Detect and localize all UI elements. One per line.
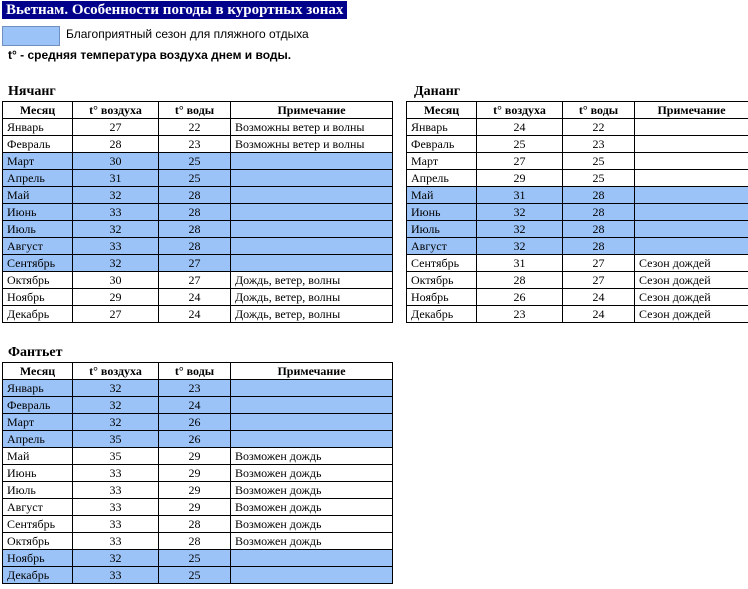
air-temp-cell: 32 bbox=[73, 221, 159, 238]
air-temp-cell: 32 bbox=[477, 238, 563, 255]
water-temp-cell: 28 bbox=[563, 221, 635, 238]
note-cell: Возможен дождь bbox=[231, 533, 393, 550]
header-note: Примечание bbox=[231, 363, 393, 380]
month-cell: Январь bbox=[407, 119, 477, 136]
header-water: t° воды bbox=[159, 363, 231, 380]
note-cell bbox=[231, 221, 393, 238]
air-temp-cell: 30 bbox=[73, 153, 159, 170]
air-temp-cell: 32 bbox=[477, 221, 563, 238]
month-cell: Июль bbox=[3, 221, 73, 238]
table-row bbox=[3, 397, 393, 414]
month-cell: Ноябрь bbox=[3, 550, 73, 567]
note-cell bbox=[231, 170, 393, 187]
month-cell: Август bbox=[3, 499, 73, 516]
month-cell: Декабрь bbox=[407, 306, 477, 323]
water-temp-cell: 23 bbox=[159, 136, 231, 153]
water-temp-cell: 22 bbox=[159, 119, 231, 136]
note-cell bbox=[635, 204, 748, 221]
month-cell: Август bbox=[3, 238, 73, 255]
month-cell: Январь bbox=[3, 380, 73, 397]
note-cell bbox=[635, 187, 748, 204]
air-temp-cell: 32 bbox=[477, 204, 563, 221]
header-month: Месяц bbox=[3, 363, 73, 380]
page-title: Вьетнам. Особенности погоды в курортных зонах bbox=[2, 1, 347, 19]
table-header-row bbox=[3, 363, 393, 380]
note-cell: Возможен дождь bbox=[231, 448, 393, 465]
note-cell bbox=[231, 255, 393, 272]
note-cell bbox=[231, 380, 393, 397]
water-temp-cell: 27 bbox=[159, 255, 231, 272]
table-row bbox=[407, 238, 748, 255]
water-temp-cell: 29 bbox=[159, 482, 231, 499]
air-temp-cell: 33 bbox=[73, 482, 159, 499]
nhatrang-title: Нячанг bbox=[8, 84, 56, 99]
air-temp-cell: 33 bbox=[73, 533, 159, 550]
month-cell: Февраль bbox=[3, 136, 73, 153]
water-temp-cell: 27 bbox=[563, 255, 635, 272]
month-cell: Сентябрь bbox=[3, 516, 73, 533]
month-cell: Июль bbox=[3, 482, 73, 499]
water-temp-cell: 28 bbox=[159, 187, 231, 204]
table-row bbox=[3, 221, 393, 238]
danang-table bbox=[406, 101, 748, 323]
air-temp-cell: 27 bbox=[73, 306, 159, 323]
table-row bbox=[407, 255, 748, 272]
month-cell: Июнь bbox=[3, 465, 73, 482]
table-row bbox=[407, 204, 748, 221]
month-cell: Ноябрь bbox=[3, 289, 73, 306]
air-temp-cell: 33 bbox=[73, 204, 159, 221]
nhatrang-table bbox=[2, 101, 393, 323]
note-cell: Возможны ветер и волны bbox=[231, 136, 393, 153]
table-row bbox=[3, 499, 393, 516]
legend-color-swatch bbox=[2, 26, 60, 46]
table-row bbox=[3, 516, 393, 533]
air-temp-cell: 27 bbox=[73, 119, 159, 136]
note-cell bbox=[635, 153, 748, 170]
air-temp-cell: 31 bbox=[477, 187, 563, 204]
table-row bbox=[3, 238, 393, 255]
water-temp-cell: 28 bbox=[563, 238, 635, 255]
table-row bbox=[407, 272, 748, 289]
month-cell: Октябрь bbox=[3, 272, 73, 289]
note-cell bbox=[231, 414, 393, 431]
note-cell bbox=[231, 204, 393, 221]
table-row bbox=[3, 380, 393, 397]
air-temp-cell: 32 bbox=[73, 187, 159, 204]
month-cell: Март bbox=[407, 153, 477, 170]
water-temp-cell: 25 bbox=[159, 550, 231, 567]
air-temp-cell: 32 bbox=[73, 397, 159, 414]
table-row bbox=[407, 289, 748, 306]
table-row bbox=[407, 119, 748, 136]
air-temp-cell: 28 bbox=[477, 272, 563, 289]
month-cell: Сентябрь bbox=[3, 255, 73, 272]
note-cell: Возможен дождь bbox=[231, 482, 393, 499]
air-temp-cell: 32 bbox=[73, 550, 159, 567]
air-temp-cell: 33 bbox=[73, 567, 159, 584]
note-cell bbox=[231, 567, 393, 584]
table-row bbox=[407, 306, 748, 323]
header-water: t° воды bbox=[563, 102, 635, 119]
water-temp-cell: 26 bbox=[159, 414, 231, 431]
note-cell bbox=[231, 153, 393, 170]
water-temp-cell: 29 bbox=[159, 499, 231, 516]
note-cell: Сезон дождей bbox=[635, 289, 748, 306]
water-temp-cell: 25 bbox=[563, 170, 635, 187]
header-note: Примечание bbox=[231, 102, 393, 119]
month-cell: Май bbox=[407, 187, 477, 204]
note-cell bbox=[635, 221, 748, 238]
header-air: t° воздуха bbox=[477, 102, 563, 119]
water-temp-cell: 24 bbox=[159, 289, 231, 306]
table-row bbox=[3, 153, 393, 170]
month-cell: Июнь bbox=[3, 204, 73, 221]
table-row bbox=[3, 119, 393, 136]
air-temp-cell: 24 bbox=[477, 119, 563, 136]
month-cell: Август bbox=[407, 238, 477, 255]
air-temp-cell: 33 bbox=[73, 465, 159, 482]
water-temp-cell: 28 bbox=[159, 533, 231, 550]
table-row bbox=[3, 414, 393, 431]
table-row bbox=[407, 153, 748, 170]
month-cell: Сентябрь bbox=[407, 255, 477, 272]
water-temp-cell: 25 bbox=[159, 170, 231, 187]
header-note: Примечание bbox=[635, 102, 748, 119]
table-row bbox=[407, 187, 748, 204]
month-cell: Май bbox=[3, 448, 73, 465]
air-temp-cell: 30 bbox=[73, 272, 159, 289]
table-header-row bbox=[3, 102, 393, 119]
water-temp-cell: 28 bbox=[159, 516, 231, 533]
table-row bbox=[3, 170, 393, 187]
water-temp-cell: 24 bbox=[563, 306, 635, 323]
month-cell: Май bbox=[3, 187, 73, 204]
table-row bbox=[3, 567, 393, 584]
table-row bbox=[3, 289, 393, 306]
note-cell bbox=[231, 397, 393, 414]
note-cell bbox=[231, 550, 393, 567]
water-temp-cell: 23 bbox=[563, 136, 635, 153]
water-temp-cell: 28 bbox=[159, 238, 231, 255]
air-temp-cell: 35 bbox=[73, 448, 159, 465]
month-cell: Февраль bbox=[407, 136, 477, 153]
danang-title: Дананг bbox=[414, 84, 461, 99]
air-temp-cell: 32 bbox=[73, 380, 159, 397]
water-temp-cell: 29 bbox=[159, 465, 231, 482]
note-cell: Возможен дождь bbox=[231, 499, 393, 516]
note-cell: Возможны ветер и волны bbox=[231, 119, 393, 136]
note-cell bbox=[231, 187, 393, 204]
month-cell: Апрель bbox=[3, 431, 73, 448]
air-temp-cell: 23 bbox=[477, 306, 563, 323]
month-cell: Декабрь bbox=[3, 567, 73, 584]
table-row bbox=[3, 550, 393, 567]
table-row bbox=[407, 170, 748, 187]
water-temp-cell: 27 bbox=[563, 272, 635, 289]
month-cell: Апрель bbox=[407, 170, 477, 187]
note-cell: Сезон дождей bbox=[635, 306, 748, 323]
month-cell: Март bbox=[3, 414, 73, 431]
month-cell: Декабрь bbox=[3, 306, 73, 323]
table-row bbox=[3, 465, 393, 482]
air-temp-cell: 33 bbox=[73, 516, 159, 533]
header-water: t° воды bbox=[159, 102, 231, 119]
month-cell: Январь bbox=[3, 119, 73, 136]
air-temp-cell: 25 bbox=[477, 136, 563, 153]
table-row bbox=[3, 431, 393, 448]
month-cell: Июль bbox=[407, 221, 477, 238]
water-temp-cell: 25 bbox=[159, 153, 231, 170]
note-cell: Дождь, ветер, волны bbox=[231, 272, 393, 289]
table-row bbox=[3, 533, 393, 550]
note-cell: Дождь, ветер, волны bbox=[231, 306, 393, 323]
air-temp-cell: 31 bbox=[477, 255, 563, 272]
table-row bbox=[3, 204, 393, 221]
air-temp-cell: 29 bbox=[73, 289, 159, 306]
air-temp-cell: 32 bbox=[73, 414, 159, 431]
note-cell: Возможен дождь bbox=[231, 516, 393, 533]
water-temp-cell: 24 bbox=[159, 306, 231, 323]
month-cell: Апрель bbox=[3, 170, 73, 187]
note-cell bbox=[635, 136, 748, 153]
month-cell: Март bbox=[3, 153, 73, 170]
table-row bbox=[3, 448, 393, 465]
phanthiet-title: Фантьет bbox=[8, 345, 63, 360]
note-cell bbox=[231, 238, 393, 255]
month-cell: Октябрь bbox=[407, 272, 477, 289]
water-temp-cell: 22 bbox=[563, 119, 635, 136]
air-temp-cell: 28 bbox=[73, 136, 159, 153]
table-row bbox=[407, 136, 748, 153]
table-row bbox=[3, 187, 393, 204]
legend-note: t° - средняя температура воздуха днем и воды. bbox=[8, 48, 292, 62]
table-header-row bbox=[407, 102, 748, 119]
air-temp-cell: 27 bbox=[477, 153, 563, 170]
header-month: Месяц bbox=[3, 102, 73, 119]
air-temp-cell: 29 bbox=[477, 170, 563, 187]
water-temp-cell: 25 bbox=[563, 153, 635, 170]
month-cell: Июнь bbox=[407, 204, 477, 221]
water-temp-cell: 28 bbox=[159, 204, 231, 221]
table-row bbox=[3, 272, 393, 289]
note-cell: Дождь, ветер, волны bbox=[231, 289, 393, 306]
phanthiet-table bbox=[2, 362, 393, 584]
water-temp-cell: 29 bbox=[159, 448, 231, 465]
water-temp-cell: 23 bbox=[159, 380, 231, 397]
month-cell: Октябрь bbox=[3, 533, 73, 550]
air-temp-cell: 31 bbox=[73, 170, 159, 187]
table-row bbox=[3, 255, 393, 272]
water-temp-cell: 24 bbox=[563, 289, 635, 306]
note-cell: Возможен дождь bbox=[231, 465, 393, 482]
table-row bbox=[3, 136, 393, 153]
water-temp-cell: 25 bbox=[159, 567, 231, 584]
water-temp-cell: 28 bbox=[563, 187, 635, 204]
note-cell bbox=[231, 431, 393, 448]
legend-label: Благоприятный сезон для пляжного отдыха bbox=[66, 27, 309, 41]
table-row bbox=[407, 221, 748, 238]
water-temp-cell: 26 bbox=[159, 431, 231, 448]
water-temp-cell: 24 bbox=[159, 397, 231, 414]
header-air: t° воздуха bbox=[73, 102, 159, 119]
air-temp-cell: 26 bbox=[477, 289, 563, 306]
air-temp-cell: 33 bbox=[73, 238, 159, 255]
water-temp-cell: 28 bbox=[563, 204, 635, 221]
month-cell: Февраль bbox=[3, 397, 73, 414]
table-row bbox=[3, 482, 393, 499]
note-cell bbox=[635, 119, 748, 136]
note-cell bbox=[635, 238, 748, 255]
header-month: Месяц bbox=[407, 102, 477, 119]
month-cell: Ноябрь bbox=[407, 289, 477, 306]
note-cell bbox=[635, 170, 748, 187]
air-temp-cell: 33 bbox=[73, 499, 159, 516]
note-cell: Сезон дождей bbox=[635, 255, 748, 272]
header-air: t° воздуха bbox=[73, 363, 159, 380]
air-temp-cell: 35 bbox=[73, 431, 159, 448]
note-cell: Сезон дождей bbox=[635, 272, 748, 289]
water-temp-cell: 27 bbox=[159, 272, 231, 289]
table-row bbox=[3, 306, 393, 323]
air-temp-cell: 32 bbox=[73, 255, 159, 272]
water-temp-cell: 28 bbox=[159, 221, 231, 238]
